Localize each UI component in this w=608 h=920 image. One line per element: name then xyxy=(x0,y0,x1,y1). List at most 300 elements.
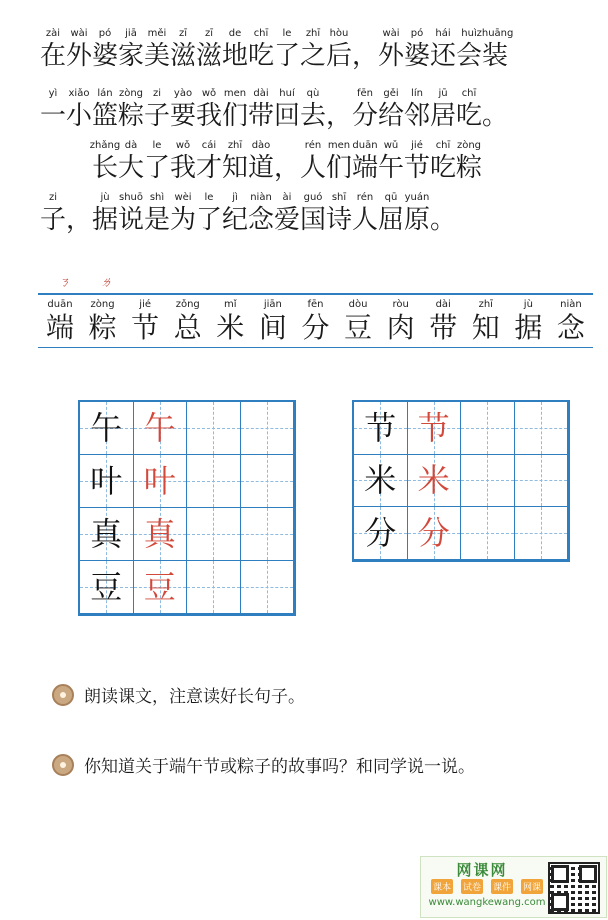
hanzi: 外 xyxy=(66,41,93,71)
passage-char xyxy=(300,88,326,132)
hanzi: 滋 xyxy=(170,41,197,71)
writing-cell xyxy=(408,455,462,508)
hanzi: 才 xyxy=(196,153,223,183)
tracing-character: 午 xyxy=(143,409,176,447)
pinyin: zhī xyxy=(305,28,321,39)
passage-char xyxy=(40,88,66,132)
pinyin: fēn xyxy=(356,88,373,99)
pinyin: wǔ xyxy=(383,140,399,151)
hanzi: 诗 xyxy=(326,205,353,235)
passage-char xyxy=(40,192,66,236)
passage-char xyxy=(222,140,248,184)
pinyin: zhuāng xyxy=(476,28,514,39)
pinyin: zǒng xyxy=(175,299,200,310)
writing-cell xyxy=(80,561,134,614)
writing-cell xyxy=(187,402,241,455)
hanzi: ， xyxy=(326,101,353,131)
pinyin: qù xyxy=(306,88,320,99)
pinyin: zhǎng xyxy=(89,140,121,151)
pinyin: chī xyxy=(461,88,477,99)
pinyin: yì xyxy=(48,88,58,99)
hanzi: 午 xyxy=(378,153,405,183)
pinyin: zi xyxy=(48,192,58,203)
hanzi: 据 xyxy=(514,311,543,344)
hanzi: ， xyxy=(66,205,93,235)
passage-line xyxy=(40,88,508,132)
passage-char xyxy=(352,88,378,132)
passage-char xyxy=(404,28,430,72)
vocab-char xyxy=(510,299,546,345)
writing-cell xyxy=(461,507,515,560)
pinyin: dà xyxy=(124,140,138,151)
passage-char xyxy=(326,28,352,72)
passage-char xyxy=(456,140,482,184)
pinyin: yuán xyxy=(404,192,430,203)
pinyin: wǒ xyxy=(201,88,217,99)
hanzi: 大 xyxy=(118,153,145,183)
hanzi: 之 xyxy=(300,41,327,71)
hanzi: 小 xyxy=(66,101,93,131)
task-read-aloud xyxy=(52,682,305,707)
passage-char xyxy=(352,192,378,236)
passage-char xyxy=(300,140,326,184)
vocab-mark: ㄌ xyxy=(100,275,113,289)
passage-char xyxy=(118,140,144,184)
hanzi: 我 xyxy=(196,101,223,131)
hanzi: 给 xyxy=(378,101,405,131)
pinyin: duān xyxy=(47,299,73,310)
pinyin: huí xyxy=(279,88,295,99)
hanzi: 美 xyxy=(144,41,171,71)
passage-char xyxy=(404,192,430,236)
vocab-char xyxy=(468,299,504,345)
hanzi: 子 xyxy=(40,205,67,235)
passage-char xyxy=(352,140,378,184)
passage-char xyxy=(92,88,118,132)
writing-cell xyxy=(134,561,188,614)
tracing-character: 米 xyxy=(417,461,450,500)
hanzi: 粽 xyxy=(118,101,145,131)
passage-line xyxy=(40,192,456,236)
hanzi: 米 xyxy=(216,311,245,344)
pinyin: duān xyxy=(352,140,378,151)
hanzi: 念 xyxy=(556,311,585,344)
pinyin: wèi xyxy=(174,192,192,203)
pinyin: le xyxy=(282,28,292,39)
passage-char xyxy=(248,88,274,132)
passage-char xyxy=(118,192,144,236)
passage-char xyxy=(378,140,404,184)
model-character: 午 xyxy=(90,409,123,447)
pinyin: qū xyxy=(384,192,398,203)
hanzi: 吃 xyxy=(248,41,275,71)
passage-char xyxy=(222,192,248,236)
writing-cell xyxy=(134,455,188,508)
passage-char xyxy=(352,28,378,72)
writing-cell xyxy=(408,402,462,455)
pinyin: ài xyxy=(282,192,292,203)
model-character: 豆 xyxy=(90,568,123,606)
writing-cell xyxy=(241,402,295,455)
hanzi: 国 xyxy=(300,205,327,235)
hanzi: 还 xyxy=(430,41,457,71)
writing-grid-right xyxy=(352,400,570,562)
task-discuss xyxy=(52,752,475,777)
passage-char xyxy=(274,88,300,132)
pinyin: zī xyxy=(204,28,214,39)
pinyin: jié xyxy=(411,140,423,151)
passage-char xyxy=(92,192,118,236)
pinyin: jù xyxy=(100,192,110,203)
hanzi: ， xyxy=(274,153,301,183)
pinyin: rén xyxy=(356,192,374,203)
pinyin: jì xyxy=(232,192,238,203)
hanzi: 婆 xyxy=(92,41,119,71)
watermark-tags xyxy=(427,879,547,894)
passage-char xyxy=(170,140,196,184)
passage-char xyxy=(430,192,456,236)
pinyin: huì xyxy=(461,28,477,39)
qr-code-icon xyxy=(548,862,600,914)
pinyin: zhī xyxy=(478,299,493,310)
passage-char xyxy=(66,28,92,72)
indent-space xyxy=(66,140,92,184)
pinyin: zòng xyxy=(456,140,482,151)
hanzi: 知 xyxy=(222,153,249,183)
passage-char xyxy=(404,140,430,184)
model-character: 真 xyxy=(90,515,123,553)
hanzi: 肉 xyxy=(386,311,415,344)
hanzi: 要 xyxy=(170,101,197,131)
writing-cell xyxy=(354,402,408,455)
hanzi: 知 xyxy=(471,311,500,344)
passage-char xyxy=(326,140,352,184)
pinyin: le xyxy=(204,192,214,203)
hanzi: 人 xyxy=(352,205,379,235)
task-text: 朗读课文，注意读好长句子。 xyxy=(84,687,305,707)
pinyin: dòu xyxy=(348,299,368,310)
writing-cell xyxy=(515,507,569,560)
writing-grid-left xyxy=(78,400,296,616)
vocab-char xyxy=(553,299,589,345)
writing-cell xyxy=(241,508,295,561)
passage-char xyxy=(248,192,274,236)
hanzi: 了 xyxy=(144,153,171,183)
writing-cell xyxy=(241,455,295,508)
passage-char xyxy=(89,140,121,184)
pinyin: guó xyxy=(303,192,323,203)
writing-cell xyxy=(80,455,134,508)
hanzi: 们 xyxy=(326,153,353,183)
hanzi: 了 xyxy=(196,205,223,235)
pinyin: pó xyxy=(98,28,112,39)
hanzi: 会 xyxy=(456,41,483,71)
pinyin: lín xyxy=(411,88,423,99)
hanzi: 道 xyxy=(248,153,275,183)
passage-char xyxy=(482,88,508,132)
hanzi: 居 xyxy=(430,101,457,131)
passage-char xyxy=(476,28,514,72)
pinyin: jié xyxy=(139,299,152,310)
pinyin: zòng xyxy=(118,88,144,99)
task-bullet-icon xyxy=(52,684,74,706)
passage-char xyxy=(196,28,222,72)
pinyin: ròu xyxy=(392,299,409,310)
passage-char xyxy=(378,28,404,72)
hanzi: 屈 xyxy=(378,205,405,235)
hanzi: 带 xyxy=(248,101,275,131)
vocab-char xyxy=(212,299,248,345)
pinyin: jiān xyxy=(263,299,282,310)
pinyin: men xyxy=(327,140,351,151)
pinyin: pó xyxy=(410,28,424,39)
hanzi: 原 xyxy=(404,205,431,235)
vocab-char xyxy=(170,299,206,345)
hanzi: 纪 xyxy=(222,205,249,235)
passage-char xyxy=(300,192,326,236)
passage-char xyxy=(118,88,144,132)
pinyin: zài xyxy=(45,28,61,39)
writing-cell xyxy=(80,508,134,561)
passage-char xyxy=(170,28,196,72)
hanzi: 我 xyxy=(170,153,197,183)
pinyin: men xyxy=(223,88,247,99)
watermark-tag: 网课 xyxy=(521,879,543,894)
passage-char xyxy=(222,88,248,132)
hanzi: 爱 xyxy=(274,205,301,235)
hanzi: 。 xyxy=(482,101,509,131)
hanzi: 豆 xyxy=(344,311,373,344)
writing-cell xyxy=(187,508,241,561)
hanzi: 吃 xyxy=(430,153,457,183)
passage-char xyxy=(222,28,248,72)
pinyin: dào xyxy=(251,140,271,151)
vocab-char xyxy=(85,299,121,345)
pinyin: zòng xyxy=(90,299,115,310)
writing-cell xyxy=(80,402,134,455)
hanzi: 邻 xyxy=(404,101,431,131)
hanzi: 们 xyxy=(222,101,249,131)
passage-char xyxy=(144,192,170,236)
passage-char xyxy=(326,192,352,236)
model-character: 节 xyxy=(364,408,397,447)
hanzi: 念 xyxy=(248,205,275,235)
hanzi: 了 xyxy=(274,41,301,71)
pinyin: shì xyxy=(149,192,165,203)
writing-cell xyxy=(515,402,569,455)
vocab-char xyxy=(42,299,78,345)
hanzi: 人 xyxy=(300,153,327,183)
hanzi: 粽 xyxy=(88,311,117,344)
vocab-mark: ㄋ xyxy=(58,275,71,289)
pinyin: xiǎo xyxy=(68,88,90,99)
watermark-url: www.wangkewang.com xyxy=(428,897,546,908)
watermark-tag: 课本 xyxy=(431,879,453,894)
hanzi: 地 xyxy=(222,41,249,71)
hanzi: 说 xyxy=(118,205,145,235)
writing-cell xyxy=(187,455,241,508)
hanzi: 。 xyxy=(430,205,457,235)
indent-space xyxy=(40,140,66,184)
tracing-character: 分 xyxy=(417,514,450,553)
passage-char xyxy=(170,192,196,236)
pinyin: shuō xyxy=(118,192,143,203)
passage-char xyxy=(248,28,274,72)
hanzi: 后 xyxy=(326,41,353,71)
tracing-character: 真 xyxy=(143,515,176,553)
hanzi: 吃 xyxy=(456,101,483,131)
vocab-row xyxy=(38,295,593,345)
passage-char xyxy=(144,28,170,72)
pinyin: hòu xyxy=(329,28,349,39)
task-bullet-icon xyxy=(52,754,74,776)
vocab-char xyxy=(383,299,419,345)
hanzi: 端 xyxy=(45,311,74,344)
pinyin: chī xyxy=(435,140,451,151)
passage-char xyxy=(40,28,66,72)
hanzi: 间 xyxy=(258,311,287,344)
hanzi: 去 xyxy=(300,101,327,131)
pinyin: dài xyxy=(435,299,451,310)
hanzi: 节 xyxy=(404,153,431,183)
pinyin: le xyxy=(152,140,162,151)
writing-cell xyxy=(354,507,408,560)
pinyin: zhī xyxy=(227,140,243,151)
hanzi: 端 xyxy=(352,153,379,183)
passage-line xyxy=(40,28,514,72)
model-character: 米 xyxy=(364,461,397,500)
pinyin: niàn xyxy=(560,299,582,310)
hanzi: 回 xyxy=(274,101,301,131)
hanzi: 带 xyxy=(429,311,458,344)
pinyin: gěi xyxy=(383,88,399,99)
hanzi: 是 xyxy=(144,205,171,235)
passage-char xyxy=(456,88,482,132)
pinyin: jū xyxy=(438,88,448,99)
vocab-bottom-rule xyxy=(38,347,593,348)
pinyin: měi xyxy=(147,28,167,39)
hanzi: 为 xyxy=(170,205,197,235)
passage-char xyxy=(430,140,456,184)
passage-char xyxy=(430,88,456,132)
writing-cell xyxy=(134,402,188,455)
vocab-char xyxy=(425,299,461,345)
passage-char xyxy=(196,192,222,236)
passage-char xyxy=(92,28,118,72)
passage-char xyxy=(170,88,196,132)
hanzi: 长 xyxy=(92,153,119,183)
writing-cell xyxy=(461,455,515,508)
hanzi: 据 xyxy=(92,205,119,235)
task-text: 你知道关于端午节或粽子的故事吗？和同学说一说。 xyxy=(84,757,475,777)
hanzi: 分 xyxy=(301,311,330,344)
hanzi: 分 xyxy=(352,101,379,131)
tracing-character: 叶 xyxy=(143,462,176,500)
writing-cell xyxy=(408,507,462,560)
passage-char xyxy=(274,192,300,236)
passage-char xyxy=(196,140,222,184)
pinyin: wǒ xyxy=(175,140,191,151)
hanzi: 总 xyxy=(173,311,202,344)
passage-char xyxy=(118,28,144,72)
vocab-char xyxy=(340,299,376,345)
writing-cell xyxy=(461,402,515,455)
hanzi: 篮 xyxy=(92,101,119,131)
passage-char xyxy=(274,140,300,184)
writing-cell xyxy=(354,455,408,508)
writing-cell xyxy=(187,561,241,614)
writing-cell xyxy=(134,508,188,561)
site-watermark xyxy=(420,856,607,918)
vocab-char xyxy=(297,299,333,345)
vocab-handwritten-marks xyxy=(38,273,593,293)
watermark-title: 网课网 xyxy=(456,861,508,879)
pinyin: de xyxy=(228,28,242,39)
passage-char xyxy=(378,88,404,132)
model-character: 叶 xyxy=(90,462,123,500)
hanzi: 外 xyxy=(378,41,405,71)
passage-char xyxy=(196,88,222,132)
hanzi: 子 xyxy=(144,101,171,131)
passage-char xyxy=(144,88,170,132)
vocab-char xyxy=(255,299,291,345)
pinyin: niàn xyxy=(250,192,272,203)
pinyin: jù xyxy=(523,299,533,310)
hanzi: 节 xyxy=(131,311,160,344)
hanzi: 粽 xyxy=(456,153,483,183)
pinyin: hái xyxy=(435,28,451,39)
writing-cell xyxy=(241,561,295,614)
pinyin: yào xyxy=(173,88,193,99)
hanzi: 滋 xyxy=(196,41,223,71)
pinyin: cái xyxy=(201,140,217,151)
pinyin: jiā xyxy=(125,28,137,39)
hanzi: ， xyxy=(352,41,379,71)
vocab-char xyxy=(127,299,163,345)
tracing-character: 豆 xyxy=(143,568,176,606)
pinyin: mǐ xyxy=(224,299,237,310)
hanzi: 装 xyxy=(482,41,509,71)
pinyin: shī xyxy=(331,192,347,203)
hanzi: 婆 xyxy=(404,41,431,71)
passage-char xyxy=(326,88,352,132)
passage-char xyxy=(144,140,170,184)
passage-char xyxy=(404,88,430,132)
tracing-character: 节 xyxy=(417,408,450,447)
passage-char xyxy=(66,88,92,132)
hanzi: 一 xyxy=(40,101,67,131)
pinyin: zī xyxy=(178,28,188,39)
pinyin: wài xyxy=(70,28,88,39)
passage-char xyxy=(300,28,326,72)
passage-line xyxy=(40,140,482,184)
model-character: 分 xyxy=(364,514,397,553)
passage-char xyxy=(274,28,300,72)
pinyin: rén xyxy=(304,140,322,151)
pinyin: dài xyxy=(253,88,269,99)
passage-char xyxy=(378,192,404,236)
watermark-tag: 课件 xyxy=(491,879,513,894)
pinyin: fēn xyxy=(307,299,324,310)
watermark-tag: 试卷 xyxy=(461,879,483,894)
passage-char xyxy=(248,140,274,184)
writing-cell xyxy=(515,455,569,508)
hanzi: 在 xyxy=(40,41,67,71)
pinyin: zi xyxy=(152,88,162,99)
pinyin: lán xyxy=(97,88,113,99)
hanzi: 家 xyxy=(118,41,145,71)
passage-char xyxy=(430,28,456,72)
